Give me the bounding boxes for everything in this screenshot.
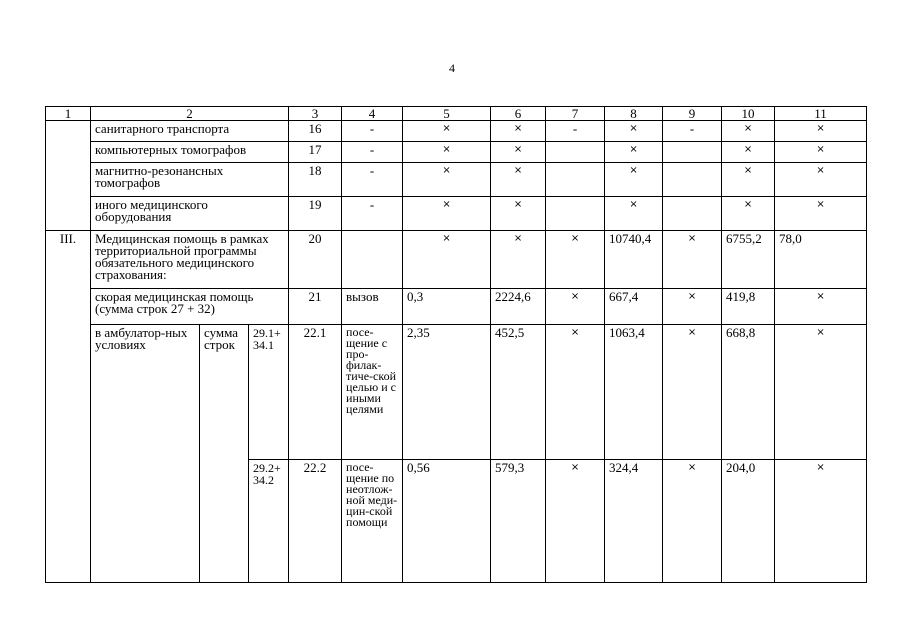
- cell-10: 419,8: [722, 289, 775, 325]
- row-code: 18: [289, 163, 342, 197]
- cell-10: ×: [722, 142, 775, 163]
- cell-11: ×: [775, 289, 867, 325]
- cell-5: ×: [403, 163, 491, 197]
- cell-10: 6755,2: [722, 231, 775, 289]
- header-row: [46, 107, 867, 121]
- cell-9: ×: [663, 325, 722, 460]
- cell-10: 204,0: [722, 460, 775, 583]
- row-unit: вызов: [342, 289, 403, 325]
- table-row: [46, 325, 867, 460]
- cell-5: ×: [403, 197, 491, 231]
- cell-6: ×: [491, 197, 546, 231]
- row-unit: [342, 231, 403, 289]
- row-name: иного медицинского оборудования: [91, 197, 289, 231]
- row-name: магнитно-резонансных томографов: [91, 163, 289, 197]
- table-row: [46, 121, 867, 142]
- table-row: [46, 231, 867, 289]
- outpatient-label: в амбулатор-ных условиях: [91, 325, 200, 583]
- section-number: III.: [46, 231, 91, 583]
- cell-9: ×: [663, 460, 722, 583]
- cell-8: ×: [605, 142, 663, 163]
- header-cell: 5: [403, 107, 491, 121]
- cell-7: ×: [546, 325, 605, 460]
- cell-6: ×: [491, 142, 546, 163]
- row-unit: -: [342, 121, 403, 142]
- cell-8: 10740,4: [605, 231, 663, 289]
- cell-9: [663, 142, 722, 163]
- table-row: [46, 142, 867, 163]
- header-cell: 4: [342, 107, 403, 121]
- cell-8: 1063,4: [605, 325, 663, 460]
- cell-5: ×: [403, 142, 491, 163]
- cell-9: -: [663, 121, 722, 142]
- cell-5: ×: [403, 231, 491, 289]
- cell-5: 2,35: [403, 325, 491, 460]
- row-code: 21: [289, 289, 342, 325]
- row-unit: -: [342, 163, 403, 197]
- cell-11: ×: [775, 142, 867, 163]
- cell-10: ×: [722, 121, 775, 142]
- row-code: 17: [289, 142, 342, 163]
- table-row: [46, 163, 867, 197]
- row-code: 22.1: [289, 325, 342, 460]
- table-row: [46, 197, 867, 231]
- row-code: 16: [289, 121, 342, 142]
- cell-8: ×: [605, 163, 663, 197]
- cell-7: [546, 163, 605, 197]
- cell-7: [546, 197, 605, 231]
- row-unit: посе-щение по неотлож-ной меди-цин-ской помощи: [342, 460, 403, 583]
- header-cell: 8: [605, 107, 663, 121]
- cell-9: ×: [663, 231, 722, 289]
- cell-5: 0,56: [403, 460, 491, 583]
- cell-8: 324,4: [605, 460, 663, 583]
- cell-11: 78,0: [775, 231, 867, 289]
- cell-6: 2224,6: [491, 289, 546, 325]
- row-name: скорая медицинская помощь (сумма строк 27 + 32): [91, 289, 289, 325]
- row-name: санитарного транспорта: [91, 121, 289, 142]
- cell-11: ×: [775, 163, 867, 197]
- cell-7: [546, 142, 605, 163]
- row-code: 19: [289, 197, 342, 231]
- cell-6: ×: [491, 121, 546, 142]
- row-unit: -: [342, 197, 403, 231]
- cell-11: ×: [775, 121, 867, 142]
- header-cell: 3: [289, 107, 342, 121]
- cell-10: ×: [722, 163, 775, 197]
- cell-6: ×: [491, 163, 546, 197]
- row-code: 20: [289, 231, 342, 289]
- header-cell: 11: [775, 107, 867, 121]
- cell-11: ×: [775, 325, 867, 460]
- cell-6: 452,5: [491, 325, 546, 460]
- cell-7: ×: [546, 460, 605, 583]
- cell-7: ×: [546, 231, 605, 289]
- cell-6: ×: [491, 231, 546, 289]
- cell-8: ×: [605, 197, 663, 231]
- row-name: компьютерных томографов: [91, 142, 289, 163]
- cell-9: ×: [663, 289, 722, 325]
- page-number: 4: [449, 61, 455, 75]
- row-unit: -: [342, 142, 403, 163]
- header-cell: 7: [546, 107, 605, 121]
- cell-5: ×: [403, 121, 491, 142]
- cell-8: ×: [605, 121, 663, 142]
- cell-11: ×: [775, 197, 867, 231]
- cell-9: [663, 197, 722, 231]
- cell-5: 0,3: [403, 289, 491, 325]
- table-row: [46, 289, 867, 325]
- cell-10: ×: [722, 197, 775, 231]
- cell-8: 667,4: [605, 289, 663, 325]
- section-num-cell: [46, 121, 91, 231]
- header-cell: 10: [722, 107, 775, 121]
- row-unit: посе-щение с про-филак-тиче-ской целью и с иными целями: [342, 325, 403, 460]
- data-table: [45, 106, 867, 583]
- cell-7: -: [546, 121, 605, 142]
- header-cell: 9: [663, 107, 722, 121]
- cell-7: ×: [546, 289, 605, 325]
- header-cell: 2: [91, 107, 289, 121]
- sum-label: сумма строк: [200, 325, 249, 583]
- cell-11: ×: [775, 460, 867, 583]
- cell-9: [663, 163, 722, 197]
- header-cell: 1: [46, 107, 91, 121]
- row-code: 22.2: [289, 460, 342, 583]
- header-cell: 6: [491, 107, 546, 121]
- row-lines: 29.1+ 34.1: [249, 325, 289, 460]
- row-name: Медицинская помощь в рамках территориальной программы обязательного медицинского страхования:: [91, 231, 289, 289]
- cell-10: 668,8: [722, 325, 775, 460]
- row-lines: 29.2+ 34.2: [249, 460, 289, 583]
- cell-6: 579,3: [491, 460, 546, 583]
